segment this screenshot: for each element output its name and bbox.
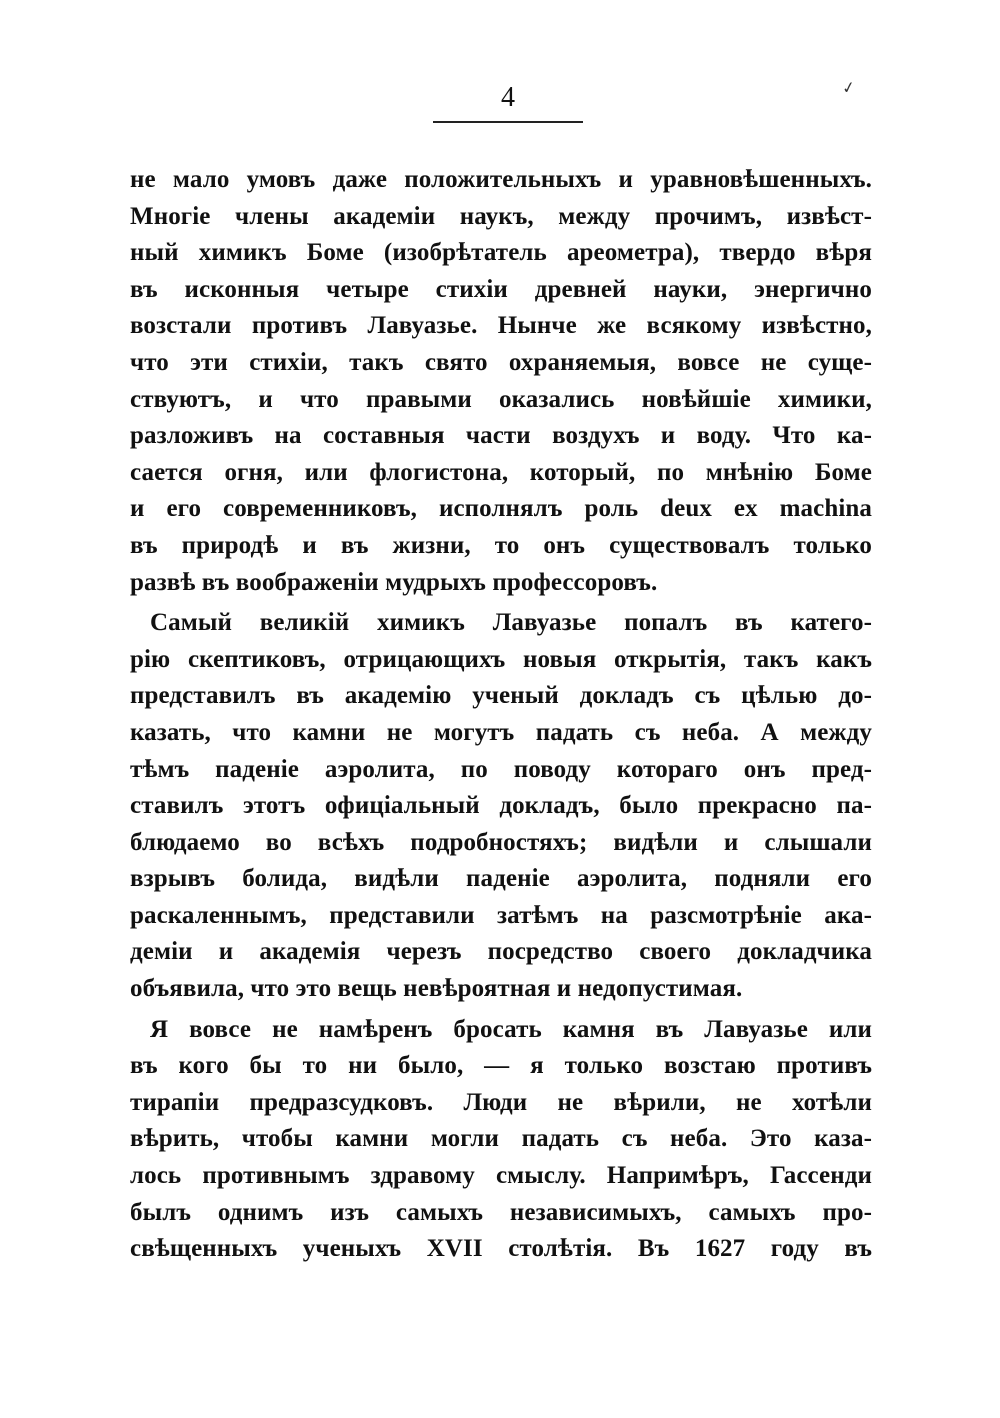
text-line: раскаленнымъ, представили затѣмъ на разсмотрѣніе ака- bbox=[130, 901, 872, 929]
text-line: взрывъ болида, видѣли паденіе аэролита, подняли его bbox=[130, 865, 872, 893]
text-line: Многіе члены академіи наукъ, между прочимъ, извѣст- bbox=[130, 202, 872, 230]
text-line: лось противнымъ здравому смыслу. Напримѣръ, Гассенди bbox=[130, 1162, 872, 1190]
pencil-check-mark-icon: ✓ bbox=[840, 76, 857, 99]
text-line: казать, что камни не могутъ падать съ неба. А между bbox=[130, 718, 872, 746]
paragraph bbox=[130, 162, 872, 601]
text-line: и его современниковъ, исполнялъ роль deux ex machina bbox=[130, 495, 872, 523]
text-line: не мало умовъ даже положительныхъ и уравновѣшенныхъ. bbox=[130, 166, 872, 193]
text-line: возстали противъ Лавуазье. Нынче же всякому извѣстно, bbox=[130, 312, 872, 340]
text-line: въ кого бы то ни было, — я только возстаю противъ bbox=[130, 1052, 872, 1080]
text-line: развѣ въ воображеніи мудрыхъ профессоровъ. bbox=[130, 568, 658, 596]
text-line: въ исконныя четыре стихіи древней науки, энергично bbox=[130, 275, 872, 303]
paragraph bbox=[130, 1012, 872, 1268]
text-line: тѣмъ паденіе аэролита, по поводу котораго онъ пред- bbox=[130, 755, 872, 783]
text-line: въ природѣ и въ жизни, то онъ существовалъ только bbox=[130, 531, 872, 559]
text-line: тирапіи предразсудковъ. Люди не вѣрили, не хотѣли bbox=[130, 1088, 872, 1116]
text-line: ставилъ этотъ офиціальный докладъ, было прекрасно па- bbox=[130, 792, 872, 820]
text-line: рію скептиковъ, отрицающихъ новыя открытія, такъ какъ bbox=[130, 645, 872, 673]
page-number-text: 4 bbox=[501, 82, 515, 113]
text-line: свѣщенныхъ ученыхъ XVII столѣтія. Въ 1627 году въ bbox=[130, 1235, 872, 1263]
text-line: ный химикъ Боме (изобрѣтатель ареометра), твердо вѣря bbox=[130, 239, 872, 267]
text-line: блюдаемо во всѣхъ подробностяхъ; видѣли и слышали bbox=[130, 828, 872, 856]
text-line: сается огня, или флогистона, который, по мнѣнію Боме bbox=[130, 458, 872, 486]
text-line: деміи и академія черезъ посредство своего докладчика bbox=[130, 938, 872, 966]
text-line: ствуютъ, и что правыми оказались новѣйшіе химики, bbox=[130, 385, 872, 413]
text-line: представилъ въ академію ученый докладъ съ цѣлью до- bbox=[130, 682, 872, 710]
text-line: Я вовсе не намѣренъ бросать камня въ Лавуазье или bbox=[150, 1015, 872, 1043]
text-line: что эти стихіи, такъ свято охраняемыя, вовсе не суще- bbox=[130, 348, 872, 376]
body-text bbox=[130, 162, 872, 1268]
text-line: объявила, что это вещь невѣроятная и недопустимая. bbox=[130, 975, 743, 1003]
text-line: вѣрить, чтобы камни могли падать съ неба. Это каза- bbox=[130, 1125, 872, 1153]
text-line: Самый великій химикъ Лавуазье попалъ въ катего- bbox=[150, 609, 872, 637]
text-line: разложивъ на составныя части воздухъ и воду. Что ка- bbox=[130, 422, 872, 450]
text-line: былъ однимъ изъ самыхъ независимыхъ, самыхъ про- bbox=[130, 1198, 872, 1226]
header-rule bbox=[433, 121, 583, 123]
paragraph bbox=[130, 605, 872, 1008]
